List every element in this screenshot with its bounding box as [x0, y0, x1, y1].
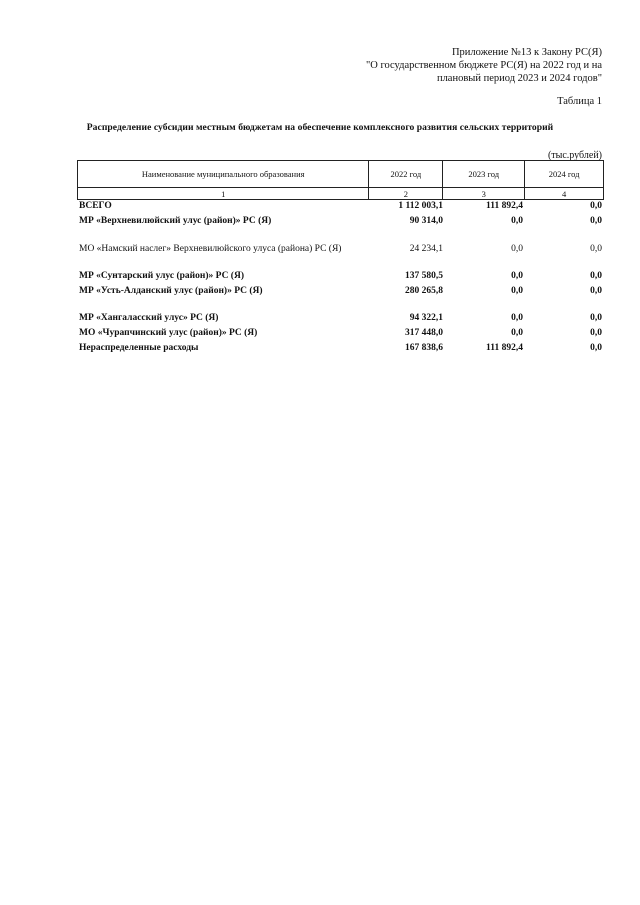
row-value-2022: 24 234,1 [409, 244, 443, 254]
row-name: МО «Чурапчинский улус (район)» РС (Я) [79, 328, 258, 338]
table-row-total [79, 201, 602, 213]
row-value-2023: 111 892,4 [486, 201, 523, 211]
law-appendix-header [302, 46, 602, 85]
table-row [79, 244, 602, 256]
row-value-2023: 0,0 [511, 271, 523, 281]
row-name: МО «Намский наслег» Верхневилюйского улуса (района) РС (Я) [79, 244, 342, 254]
row-value-2024: 0,0 [590, 328, 602, 338]
row-value-2023: 0,0 [511, 328, 523, 338]
column-number-4: 4 [525, 188, 604, 200]
row-value-2022: 94 322,1 [409, 313, 443, 323]
units-label: (тыс.рублей) [547, 150, 602, 161]
row-value-2024: 0,0 [590, 244, 602, 254]
row-value-2023: 0,0 [511, 216, 523, 226]
appendix-line-1: Приложение №13 к Закону РС(Я) [451, 47, 602, 58]
row-value-2022: 280 265,8 [405, 286, 443, 296]
column-number-3: 3 [443, 188, 525, 200]
row-value-2024: 0,0 [590, 286, 602, 296]
row-value-2024: 0,0 [590, 313, 602, 323]
column-header-2024: 2024 год [525, 161, 604, 188]
table-row [79, 216, 602, 228]
appendix-line-2: "О государственном бюджете РС(Я) на 2022 год и на [365, 60, 602, 71]
row-value-2024: 0,0 [590, 216, 602, 226]
column-number-2: 2 [369, 188, 443, 200]
row-value-2024: 0,0 [590, 271, 602, 281]
row-value-2023: 111 892,4 [486, 343, 523, 353]
row-value-2023: 0,0 [511, 313, 523, 323]
column-header-2022: 2022 год [369, 161, 443, 188]
row-value-2022: 167 838,6 [405, 343, 443, 353]
appendix-line-3: плановый период 2023 и 2024 годов" [436, 73, 602, 84]
table-row [79, 313, 602, 325]
row-name: Нераспределенные расходы [79, 343, 199, 353]
row-name: ВСЕГО [79, 201, 112, 211]
table-row [79, 271, 602, 283]
row-name: МР «Верхневилюйский улус (район)» РС (Я) [79, 216, 272, 226]
column-header-name: Наименование муниципального образования [78, 161, 369, 188]
table-row [79, 286, 602, 298]
table-header [77, 160, 604, 200]
row-value-2023: 0,0 [511, 286, 523, 296]
row-value-2022: 317 448,0 [405, 328, 443, 338]
row-value-2024: 0,0 [590, 201, 602, 211]
row-value-2022: 137 580,5 [405, 271, 443, 281]
row-value-2022: 1 112 003,1 [398, 201, 443, 211]
column-header-2023: 2023 год [443, 161, 525, 188]
row-name: МР «Сунтарский улус (район)» РС (Я) [79, 271, 244, 281]
column-number-1: 1 [78, 188, 369, 200]
row-name: МР «Хангаласский улус» РС (Я) [79, 313, 219, 323]
row-name: МР «Усть-Алданский улус (район)» РС (Я) [79, 286, 263, 296]
table-row [79, 328, 602, 340]
row-value-2023: 0,0 [511, 244, 523, 254]
table-number: Таблица 1 [557, 96, 602, 107]
document-title: Распределение субсидии местным бюджетам на обеспечение комплексного развития сельских территорий [86, 122, 554, 133]
table-row [79, 343, 602, 355]
row-value-2022: 90 314,0 [409, 216, 443, 226]
row-value-2024: 0,0 [590, 343, 602, 353]
